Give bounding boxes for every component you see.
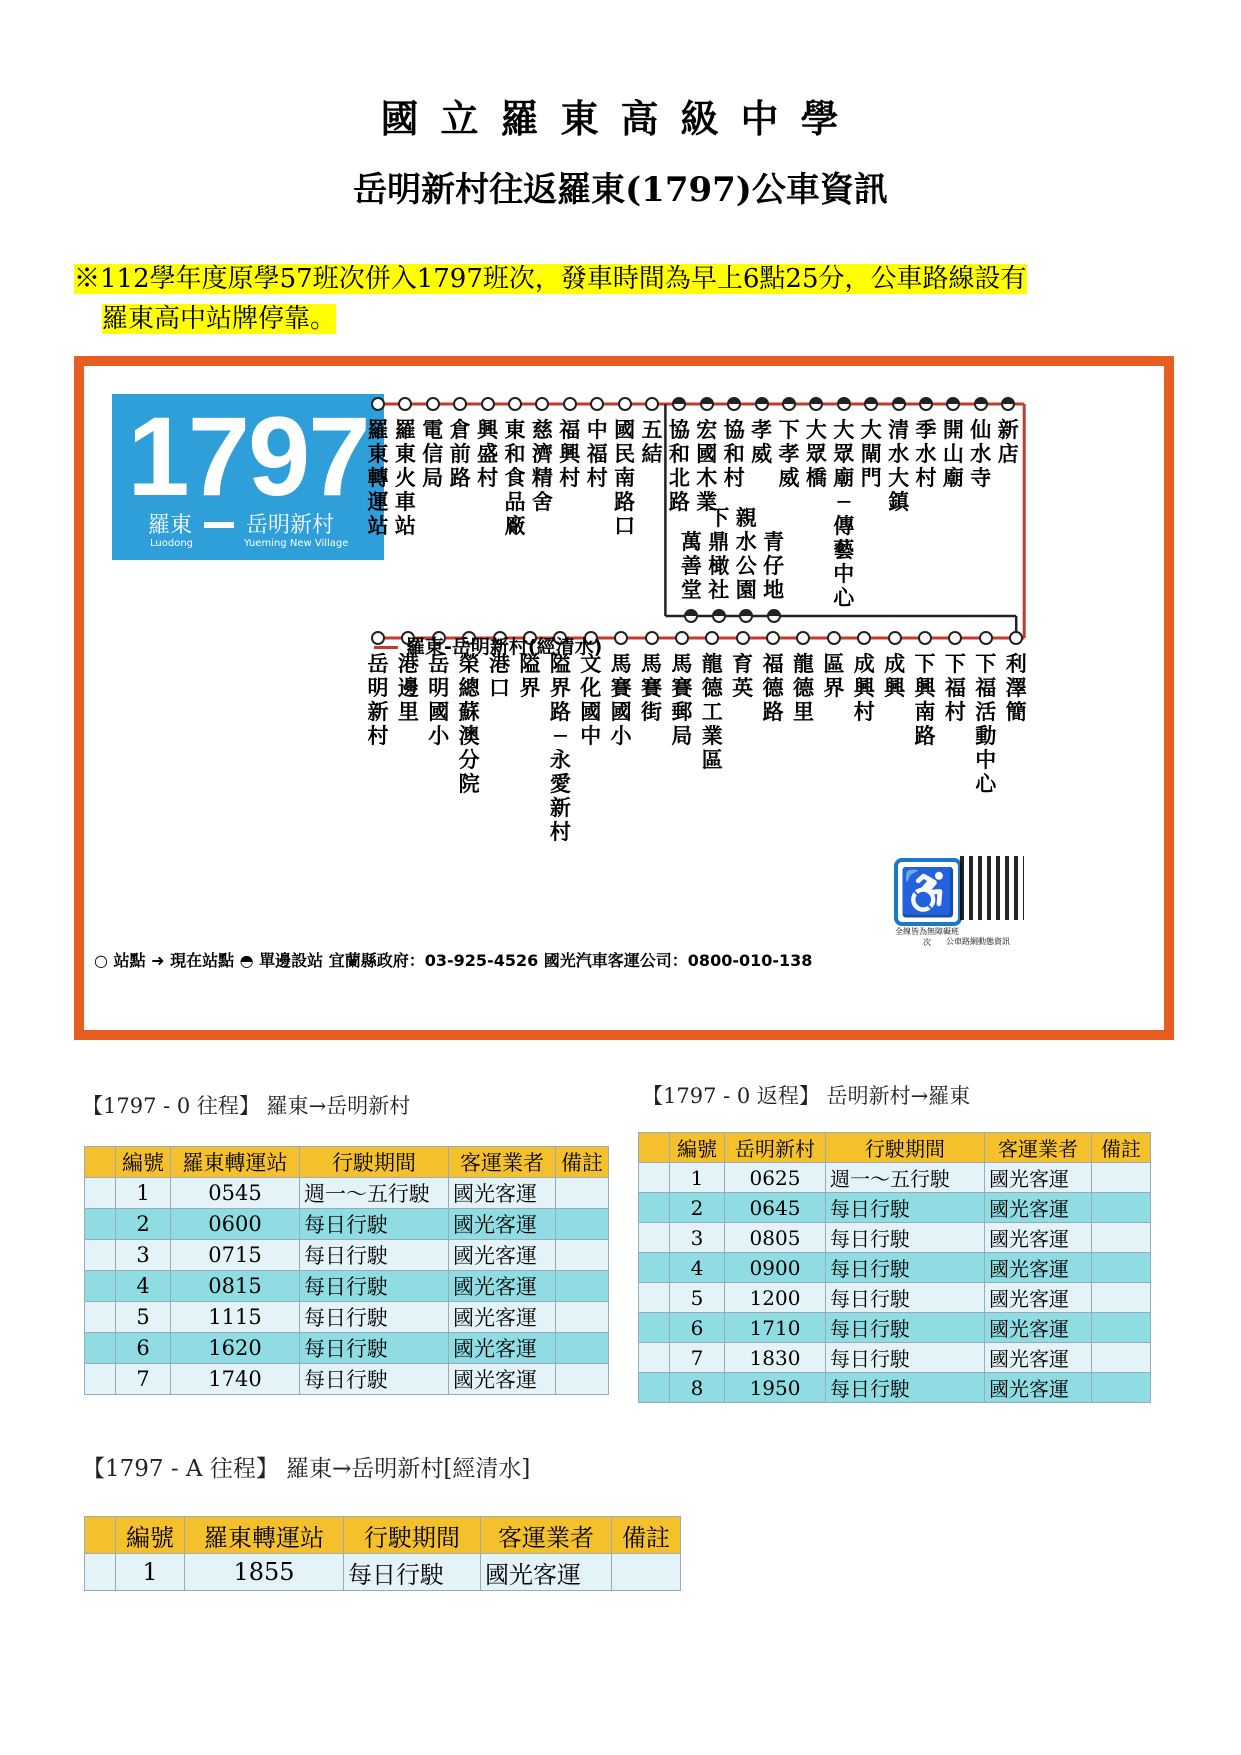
table-cell [612, 1554, 681, 1591]
stop-label: 福興村 [559, 418, 581, 490]
stop-label: 羅東火車站 [394, 418, 416, 538]
table-row [639, 1283, 1151, 1313]
stop-dot [481, 397, 495, 411]
route-to-en: Yueming New Village [244, 538, 349, 549]
notice-line-2: 羅東高中站牌停靠。 [102, 304, 337, 334]
row-spacer [85, 1209, 116, 1240]
table-cell: 1830 [725, 1343, 826, 1373]
legend-label: 羅東-岳明新村(經清水) [406, 636, 603, 658]
row-spacer [639, 1283, 670, 1313]
stop-dot [888, 631, 902, 645]
table-cell: 4 [116, 1271, 171, 1302]
row-spacer [85, 1271, 116, 1302]
table-cell [1092, 1313, 1151, 1343]
stop-label: 馬賽郵局 [671, 652, 693, 748]
stop-label: 五結 [641, 418, 663, 466]
stop-label: 東和食品廠 [504, 418, 526, 538]
stop-dot [645, 631, 659, 645]
table-cell [556, 1333, 609, 1364]
table-header-row [639, 1133, 1151, 1163]
stop-label: 下鼎橄社 [708, 506, 730, 602]
stop-dot [675, 631, 689, 645]
stop-label: 青仔地 [763, 530, 785, 602]
row-spacer [639, 1373, 670, 1403]
table-cell: 每日行駛 [826, 1193, 985, 1223]
table-cell: 國光客運 [449, 1271, 556, 1302]
table-row [639, 1223, 1151, 1253]
row-spacer [639, 1343, 670, 1373]
table-cell: 1740 [171, 1364, 300, 1395]
table-cell: 3 [116, 1240, 171, 1271]
stop-label: 馬賽街 [641, 652, 662, 724]
stop-dot [712, 609, 726, 623]
table-cell: 6 [116, 1333, 171, 1364]
table-cell: 5 [670, 1283, 725, 1313]
table-cell: 3 [670, 1223, 725, 1253]
stop-label: 中福村 [586, 418, 608, 490]
table-cell: 1115 [171, 1302, 300, 1333]
page-title: 國立羅東高級中學 [380, 96, 861, 141]
row-spacer [639, 1253, 670, 1283]
outbound-a-table [84, 1516, 681, 1591]
stop-label: 文化國中 [580, 652, 602, 748]
table-cell: 國光客運 [985, 1343, 1092, 1373]
stop-label: 龍德工業區 [701, 652, 723, 772]
table-cell: 每日行駛 [826, 1283, 985, 1313]
column-header: 羅東轉運站 [185, 1517, 344, 1554]
table-cell [556, 1302, 609, 1333]
stop-dot [892, 397, 906, 411]
column-header: 編號 [670, 1133, 725, 1163]
table-row [639, 1193, 1151, 1223]
wheelchair-icon: ♿ [894, 858, 962, 926]
row-spacer [639, 1163, 670, 1193]
table-cell: 2 [116, 1209, 171, 1240]
stop-label: 岳明新村 [367, 652, 389, 748]
table-row [639, 1253, 1151, 1283]
table3-caption: 【1797 - A 往程】 羅東→岳明新村[經清水] [82, 1456, 531, 1482]
table-cell: 1710 [725, 1313, 826, 1343]
table-cell: 0645 [725, 1193, 826, 1223]
column-header: 客運業者 [481, 1517, 612, 1554]
column-header: 備註 [1092, 1133, 1151, 1163]
column-header: 岳明新村 [725, 1133, 826, 1163]
stop-label: 電信局 [422, 418, 444, 490]
stop-label: 育英 [732, 652, 754, 700]
table-cell [1092, 1283, 1151, 1313]
column-header: 客運業者 [449, 1147, 556, 1178]
table-cell [556, 1240, 609, 1271]
table-cell: 國光客運 [985, 1193, 1092, 1223]
table-row [639, 1313, 1151, 1343]
table-row [85, 1302, 609, 1333]
table-cell: 6 [670, 1313, 725, 1343]
row-spacer [85, 1302, 116, 1333]
table-cell [1092, 1193, 1151, 1223]
stop-label: 大眾橋 [805, 418, 827, 490]
table-row [639, 1343, 1151, 1373]
table-cell: 0900 [725, 1253, 826, 1283]
table-cell: 國光客運 [985, 1373, 1092, 1403]
table-cell: 1 [670, 1163, 725, 1193]
column-header: 羅東轉運站 [171, 1147, 300, 1178]
table-cell: 0815 [171, 1271, 300, 1302]
stop-dot [827, 631, 841, 645]
table-cell [1092, 1223, 1151, 1253]
table-cell: 每日行駛 [300, 1240, 449, 1271]
stop-label: 開山廟 [942, 418, 964, 490]
table-cell: 0625 [725, 1163, 826, 1193]
column-header: 編號 [116, 1147, 171, 1178]
row-spacer [85, 1333, 116, 1364]
column-header: 行駛期間 [300, 1147, 449, 1178]
stop-label: 孝威 [751, 418, 773, 466]
stop-label: 新店 [997, 418, 1019, 466]
route-map [74, 356, 1174, 1040]
table2-caption: 【1797 - 0 返程】 岳明新村→羅東 [642, 1084, 971, 1108]
table-cell: 4 [670, 1253, 725, 1283]
stop-label: 羅東轉運站 [367, 418, 389, 538]
stop-label: 榮總蘇澳分院 [458, 652, 480, 796]
column-header: 編號 [116, 1517, 185, 1554]
table-row [85, 1209, 609, 1240]
stop-dot [618, 397, 632, 411]
table-cell [1092, 1163, 1151, 1193]
table-row [639, 1373, 1151, 1403]
table-row [639, 1163, 1151, 1193]
row-spacer [85, 1554, 116, 1591]
table-cell: 0805 [725, 1223, 826, 1253]
accessible-label: 全線皆為無障礙班次 [895, 927, 959, 947]
stop-label: 宏國木業 [696, 418, 718, 514]
stop-dot [755, 397, 769, 411]
table-cell: 5 [116, 1302, 171, 1333]
table-header-row [85, 1147, 609, 1178]
table-cell [556, 1271, 609, 1302]
stop-label: 大眾廟─傳藝中心 [833, 418, 855, 610]
table-cell: 每日行駛 [826, 1223, 985, 1253]
table-cell: 國光客運 [985, 1253, 1092, 1283]
stop-label: 區界 [823, 652, 845, 700]
stop-label: 慈濟精舍 [531, 418, 553, 514]
table-cell [1092, 1253, 1151, 1283]
row-spacer [85, 1240, 116, 1271]
row-spacer [639, 1193, 670, 1223]
table-row [85, 1240, 609, 1271]
stop-dot [766, 631, 780, 645]
stop-label: 下孝威 [778, 418, 800, 490]
stop-label: 親水公園 [735, 506, 757, 602]
row-spacer [639, 1313, 670, 1343]
stop-label: 大閘門 [860, 418, 882, 490]
table-cell: 每日行駛 [826, 1373, 985, 1403]
stop-dot [919, 397, 933, 411]
table-cell: 國光客運 [985, 1163, 1092, 1193]
table-cell: 0600 [171, 1209, 300, 1240]
stop-label: 協和村 [723, 418, 745, 490]
row-spacer [639, 1223, 670, 1253]
stop-dot [614, 631, 628, 645]
stop-dot [974, 397, 988, 411]
table-header-row [85, 1517, 681, 1554]
table-cell: 8 [670, 1373, 725, 1403]
table-cell: 週一～五行駛 [826, 1163, 985, 1193]
stop-dot [736, 631, 750, 645]
route-from-en: Luodong [150, 538, 194, 549]
stop-label: 倉前路 [449, 418, 471, 490]
stop-label: 龍德里 [792, 652, 814, 724]
column-header: 行駛期間 [344, 1517, 481, 1554]
table-cell: 國光客運 [449, 1333, 556, 1364]
stop-label: 港口 [489, 652, 511, 700]
table-cell: 每日行駛 [300, 1364, 449, 1395]
map-footer: ○ 站點 ➜ 現在站點 ◓ 單邊設站 宜蘭縣政府：03-925-4526 國光汽車客運公司：0800-010-138 [94, 951, 813, 970]
stop-dot [645, 397, 659, 411]
table-cell: 7 [670, 1343, 725, 1373]
stop-label: 港邊里 [397, 652, 419, 724]
stop-label: 成興村 [853, 652, 875, 724]
table-cell: 國光客運 [449, 1178, 556, 1209]
table-cell: 國光客運 [985, 1223, 1092, 1253]
table-cell: 國光客運 [449, 1240, 556, 1271]
row-spacer [85, 1364, 116, 1395]
table-cell: 國光客運 [985, 1283, 1092, 1313]
stop-label: 隘界 [519, 652, 541, 700]
table-cell [1092, 1373, 1151, 1403]
route-to: 岳明新村 [246, 513, 335, 538]
table-cell: 1950 [725, 1373, 826, 1403]
table-row [85, 1554, 681, 1591]
table-cell: 1 [116, 1554, 185, 1591]
column-header: 備註 [556, 1147, 609, 1178]
table-cell: 1 [116, 1178, 171, 1209]
column-header: 行駛期間 [826, 1133, 985, 1163]
table-row [85, 1271, 609, 1302]
column-header: 備註 [612, 1517, 681, 1554]
stop-label: 福德路 [762, 652, 784, 724]
table-cell: 每日行駛 [300, 1271, 449, 1302]
table-cell: 週一～五行駛 [300, 1178, 449, 1209]
stop-dot [426, 397, 440, 411]
table-cell [556, 1209, 609, 1240]
stop-label: 清水大鎮 [888, 418, 910, 514]
header-spacer [85, 1147, 116, 1178]
stop-dot [782, 397, 796, 411]
header-spacer [85, 1517, 116, 1554]
stop-label: 下福活動中心 [975, 652, 997, 796]
table-cell: 每日行駛 [300, 1302, 449, 1333]
table-cell: 0545 [171, 1178, 300, 1209]
stop-label: 季水村 [915, 418, 937, 490]
stop-label: 隘界路─永愛新村 [549, 652, 571, 844]
stop-label: 仙水寺 [970, 418, 992, 490]
return-table [638, 1132, 1151, 1403]
stop-label: 協和北路 [668, 418, 690, 514]
header-spacer [639, 1133, 670, 1163]
table-cell: 每日行駛 [826, 1253, 985, 1283]
table-cell: 國光客運 [449, 1302, 556, 1333]
table-cell: 每日行駛 [300, 1209, 449, 1240]
notice-line-1: ※112學年度原學57班次併入1797班次，發車時間為早上6點25分，公車路線設有 [74, 264, 1027, 294]
table-cell: 1855 [185, 1554, 344, 1591]
table-cell: 每日行駛 [826, 1343, 985, 1373]
legend-swatch [374, 646, 398, 649]
table-cell: 0715 [171, 1240, 300, 1271]
table-cell [1092, 1343, 1151, 1373]
route-from: 羅東 [148, 513, 193, 538]
table-cell [556, 1178, 609, 1209]
route-number: 1797 [127, 394, 369, 519]
table1-caption: 【1797 - 0 往程】 羅東→岳明新村 [82, 1094, 411, 1118]
stop-label: 利澤簡 [1005, 652, 1027, 724]
table-row [85, 1364, 609, 1395]
table-row [85, 1333, 609, 1364]
stop-dot [508, 397, 522, 411]
qr-code-icon [960, 856, 1024, 920]
qr-label: 公車路網動態資訊 [946, 937, 1010, 946]
table-cell: 國光客運 [481, 1554, 612, 1591]
table-cell: 每日行駛 [300, 1333, 449, 1364]
table-cell: 7 [116, 1364, 171, 1395]
stop-dot [563, 397, 577, 411]
table-row [85, 1178, 609, 1209]
stop-label: 下福村 [944, 652, 966, 724]
stop-label: 國民南路口 [614, 418, 636, 538]
stop-label: 岳明國小 [428, 652, 450, 748]
stop-label: 興盛村 [477, 418, 499, 490]
table-cell: 國光客運 [985, 1313, 1092, 1343]
stop-label: 萬善堂 [680, 530, 702, 602]
table-cell: 1620 [171, 1333, 300, 1364]
stop-dot [979, 631, 993, 645]
table-cell: 每日行駛 [826, 1313, 985, 1343]
stop-dot [918, 631, 932, 645]
stop-dot [371, 631, 385, 645]
stop-dot [700, 397, 714, 411]
page-subtitle: 岳明新村往返羅東(1797)公車資訊 [353, 170, 888, 210]
stop-label: 成興 [884, 652, 906, 700]
stop-label: 下興南路 [914, 652, 936, 748]
table-cell [556, 1364, 609, 1395]
table-cell: 每日行駛 [344, 1554, 481, 1591]
stop-dot [837, 397, 851, 411]
stop-dot [371, 397, 385, 411]
stop-label: 馬賽國小 [610, 652, 632, 748]
row-spacer [85, 1178, 116, 1209]
column-header: 客運業者 [985, 1133, 1092, 1163]
stop-dot [767, 609, 781, 623]
table-cell: 2 [670, 1193, 725, 1223]
table-cell: 1200 [725, 1283, 826, 1313]
table-cell: 國光客運 [449, 1209, 556, 1240]
table-cell: 國光客運 [449, 1364, 556, 1395]
outbound-table [84, 1146, 609, 1395]
